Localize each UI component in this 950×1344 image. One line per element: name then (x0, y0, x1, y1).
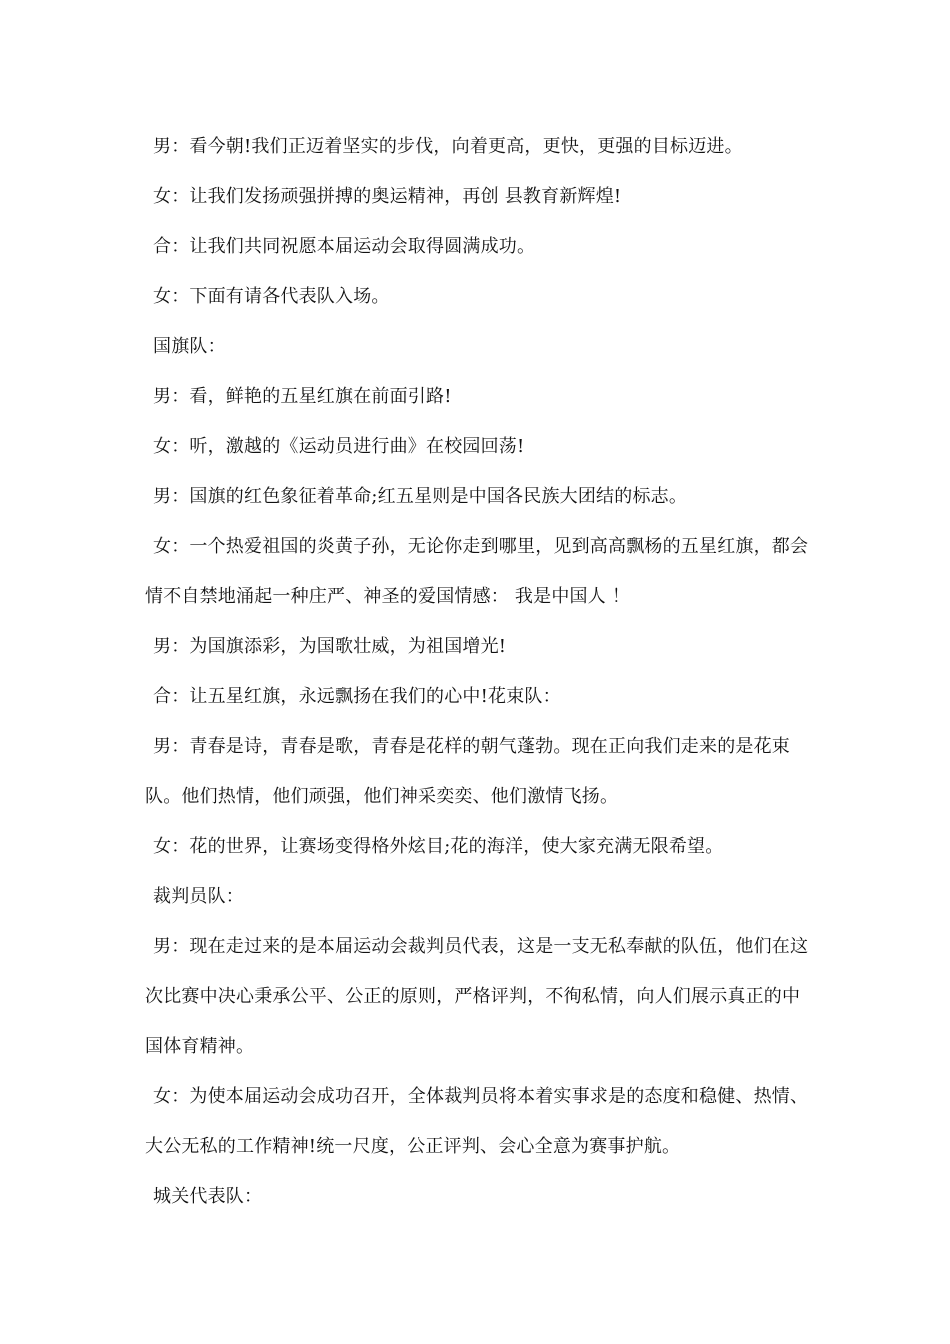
paragraph-female-flowers: 女：花的世界，让赛场变得格外炫目;花的海洋，使大家充满无限希望。 (153, 836, 724, 857)
paragraph-male-youth: 男：青春是诗，青春是歌，青春是花样的朝气蓬勃。现在正向我们走来的是花束队。他们热情，他们顽强，他们神采奕奕、他们激情飞扬。 (145, 736, 790, 807)
paragraph-male-goal: 男：看今朝!我们正迈着坚实的步伐，向着更高，更快，更强的目标迈进。 (153, 136, 743, 157)
paragraph-female-referees: 女：为使本届运动会成功召开，全体裁判员将本着实事求是的态度和稳健、热情、大公无私的工作精神!统一尺度，公正评判、会心全意为赛事护航。 (145, 1086, 809, 1157)
paragraph-female-march: 女：听，激越的《运动员进行曲》在校园回荡! (153, 436, 525, 457)
paragraph-together-wish: 合：让我们共同祝愿本届运动会取得圆满成功。 (153, 236, 536, 257)
paragraph-male-flag-meaning: 男：国旗的红色象征着革命;红五星则是中国各民族大团结的标志。 (153, 486, 688, 507)
paragraph-together-flag-bouquet: 合：让五星红旗，永远飘扬在我们的心中!花束队： (153, 686, 561, 707)
paragraph-male-flag-honor: 男：为国旗添彩，为国歌壮威，为祖国增光! (153, 636, 507, 657)
paragraph-male-referees: 男：现在走过来的是本届运动会裁判员代表，这是一支无私奉献的队伍，他们在这次比赛中决心秉承公平、公正的原则，严格评判，不徇私情，向人们展示真正的中国体育精神。 (145, 936, 809, 1057)
paragraph-female-teams-enter: 女：下面有请各代表队入场。 (153, 286, 390, 307)
paragraph-male-flag-leads: 男：看，鲜艳的五星红旗在前面引路! (153, 386, 452, 407)
document-body (145, 122, 810, 1222)
section-heading-referee-team: 裁判员队： (153, 886, 244, 907)
paragraph-female-patriotism: 女：一个热爱祖国的炎黄子孙，无论你走到哪里，见到高高飘杨的五星红旗，都会情不自禁地涌起一种庄严、神圣的爱国情感： 我是中国人 ！ (145, 536, 809, 607)
section-heading-chengguan-team: 城关代表队： (153, 1186, 263, 1207)
paragraph-female-olympic-spirit: 女：让我们发扬顽强拼搏的奥运精神，再创 县教育新辉煌! (153, 186, 622, 207)
section-heading-flag-team: 国旗队： (153, 336, 226, 357)
